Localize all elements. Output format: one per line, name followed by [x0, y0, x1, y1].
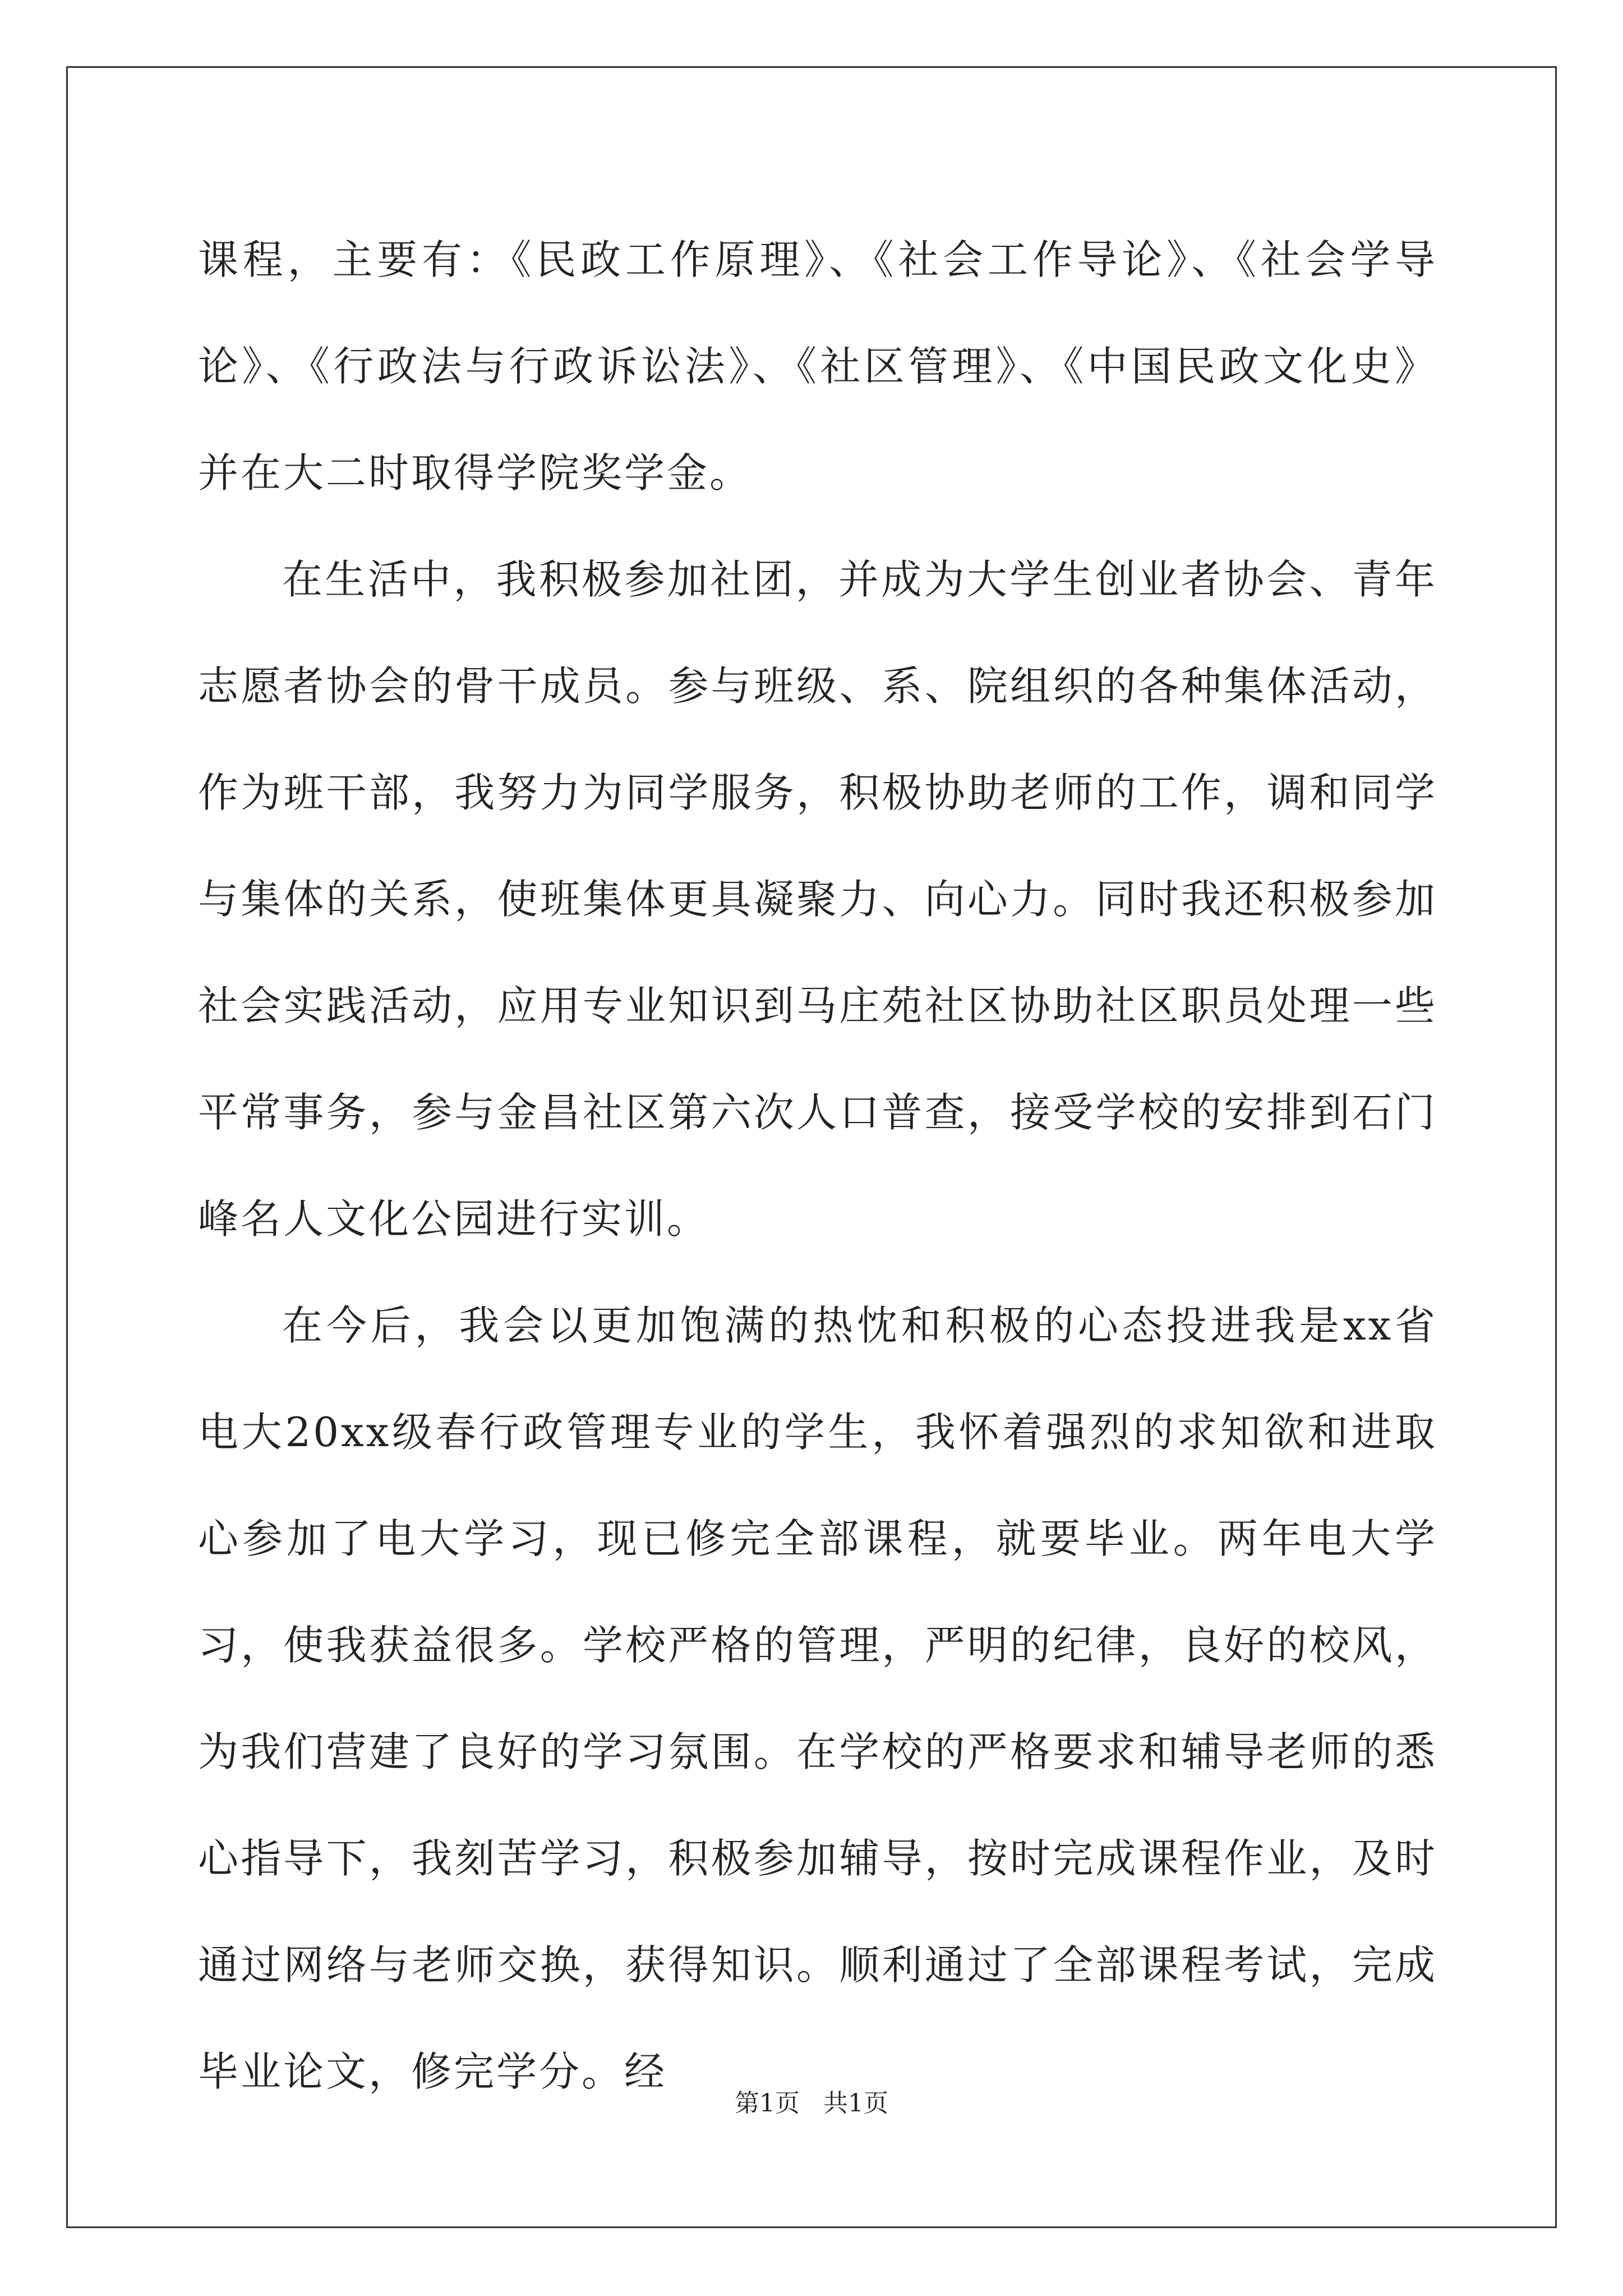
- document-body: [198, 206, 1437, 2125]
- paragraph: 课程，主要有：《民政工作原理》、《社会工作导论》、《社会学导论》、《行政法与行政诉讼法》、《社区管理》、《中国民政文化史》并在大二时取得学院奖学金。: [198, 236, 1437, 496]
- page-total: 共1页: [823, 2089, 888, 2118]
- paragraph: 在生活中，我积极参加社团，并成为大学生创业者协会、青年志愿者协会的骨干成员。参与班级、系、院组织的各种集体活动，作为班干部，我努力为同学服务，积极协助老师的工作，调和同学与集体的关系，使班集体更具凝聚力、向心力。同时我还积极参加社会实践活动，应用专业知识到马庄苑社区协助社区职员处理一些平常事务，参与金昌社区第六次人口普查，接受学校的安排到石门峰名人文化公园进行实训。: [198, 556, 1437, 1243]
- paragraph: 在今后，我会以更加饱满的热忱和积极的心态投进我是xx省电大20xx级春行政管理专业的学生，我怀着强烈的求知欲和进取心参加了电大学习，现已修完全部课程，就要毕业。两年电大学习，使我获益很多。学校严格的管理，严明的纪律，良好的校风，为我们营建了良好的学习氛围。在学校的严格要求和辅导老师的悉心指导下，我刻苦学习，积极参加辅导，按时完成课程作业，及时通过网络与老师交换，获得知识。顺利通过了全部课程考试，完成毕业论文，修完学分。经: [198, 1302, 1437, 2095]
- page-number: 第1页: [735, 2089, 800, 2118]
- page-footer: [0, 2087, 1623, 2120]
